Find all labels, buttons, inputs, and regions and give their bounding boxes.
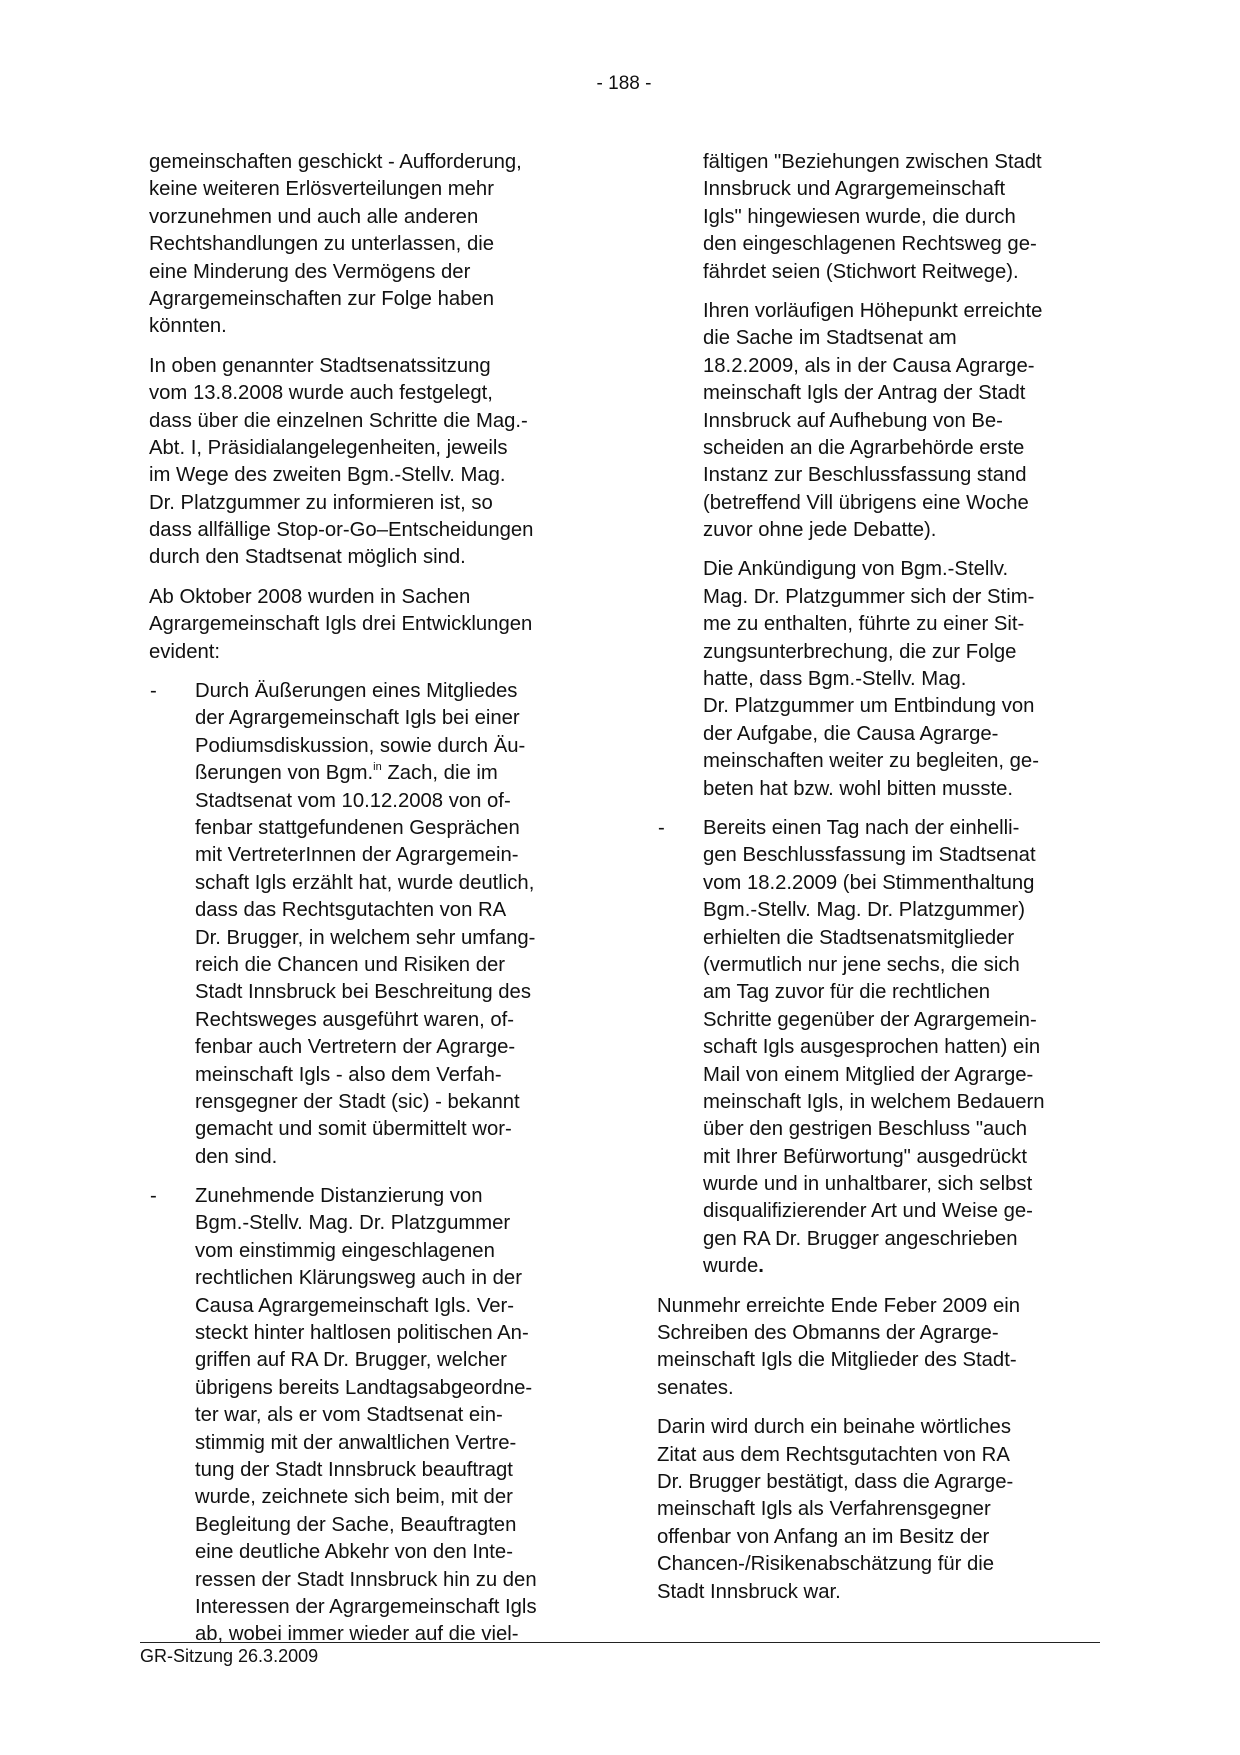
text-line: Die Ankündigung von Bgm.-Stellv. <box>703 558 1009 581</box>
text-line: der Agrargemeinschaft Igls bei einer <box>195 707 520 730</box>
text-line: evident: <box>149 640 221 663</box>
text-line: die Sache im Stadtsenat am <box>703 327 957 350</box>
page-number: - 188 - <box>596 73 652 94</box>
text-line: Igls" hingewiesen wurde, die durch <box>703 205 1016 228</box>
text-line: Abt. I, Präsidialangelegenheiten, jeweils <box>149 436 508 459</box>
text-line: Schritte gegenüber der Agrargemein- <box>703 1008 1037 1031</box>
text-line: rensgegner der Stadt (sic) - bekannt <box>195 1090 520 1113</box>
line-text: Zach, die im <box>381 762 498 785</box>
text-line: rechtlichen Klärungsweg auch in der <box>195 1267 522 1290</box>
text-line: hatte, dass Bgm.-Stellv. Mag. <box>703 668 967 691</box>
text-line: Rechtsweges ausgeführt waren, of- <box>195 1008 515 1031</box>
text-line: disqualifizierender Art und Weise ge- <box>703 1200 1033 1223</box>
text-line: tung der Stadt Innsbruck beauftragt <box>195 1458 513 1481</box>
text-line: Bgm.-Stellv. Mag. Dr. Platzgummer <box>195 1212 511 1235</box>
text-line: griffen auf RA Dr. Brugger, welcher <box>195 1349 507 1372</box>
text-line: Durch Äußerungen eines Mitgliedes <box>195 680 518 703</box>
text-line: Rechtshandlungen zu unterlassen, die <box>149 233 495 256</box>
text-line: zuvor ohne jede Debatte). <box>703 519 937 542</box>
bullet-item <box>657 815 1117 1281</box>
text-line: fältigen "Beziehungen zwischen Stadt <box>703 151 1042 173</box>
text-line: wurde und in unhaltbarer, sich selbst <box>703 1173 1033 1196</box>
text-line: schaft Igls ausgesprochen hatten) ein <box>703 1036 1041 1059</box>
text-line: über den gestrigen Beschluss "auch <box>703 1118 1028 1141</box>
text-line: ab, wobei immer wieder auf die viel- <box>195 1623 519 1646</box>
text-line: keine weiteren Erlösverteilungen mehr <box>149 178 494 201</box>
text-line: 18.2.2009, als in der Causa Agrarge- <box>703 354 1035 377</box>
text-line: Dr. Platzgummer um Entbindung von <box>703 695 1035 718</box>
text-line: Interessen der Agrargemeinschaft Igls <box>195 1595 537 1618</box>
text-line: vom 13.8.2008 wurde auch festgelegt, <box>149 382 493 405</box>
text-line: Innsbruck auf Aufhebung von Be- <box>703 409 1003 432</box>
text-line: meinschaft Igls, in welchem Bedauern <box>703 1090 1045 1113</box>
text-line: erhielten die Stadtsenatsmitglieder <box>703 926 1015 949</box>
text-line: gen RA Dr. Brugger angeschrieben <box>703 1227 1018 1250</box>
text-line: dass allfällige Stop-or-Go–Entscheidungen <box>149 519 534 542</box>
text-line: Begleitung der Sache, Beauftragten <box>195 1513 517 1536</box>
right-column <box>657 149 1117 1618</box>
text-line: Zunehmende Distanzierung von <box>195 1185 483 1208</box>
text-line: senates. <box>657 1376 734 1399</box>
text-line: Zitat aus dem Rechtsgutachten von RA <box>657 1443 1010 1466</box>
text-line: wurde, zeichnete sich beim, mit der <box>195 1486 513 1509</box>
text-line: Stadt Innsbruck war. <box>657 1580 841 1603</box>
text-line: Ihren vorläufigen Höhepunkt erreichte <box>703 299 1043 322</box>
text-line: Chancen-/Risikenabschätzung für die <box>657 1553 995 1576</box>
paragraph <box>657 1293 1117 1403</box>
text-line: am Tag zuvor für die rechtlichen <box>703 981 991 1004</box>
text-line: meinschaft Igls der Antrag der Stadt <box>703 382 1026 405</box>
text-line: eine deutliche Abkehr von den Inte- <box>195 1541 513 1564</box>
text-line: Ab Oktober 2008 wurden in Sachen <box>149 585 471 608</box>
text-line: im Wege des zweiten Bgm.-Stellv. Mag. <box>149 464 506 487</box>
text-line: fenbar auch Vertretern der Agrarge- <box>195 1036 516 1059</box>
paragraph <box>149 584 599 666</box>
text-line: Bereits einen Tag nach der einhelli- <box>703 816 1020 839</box>
paragraph <box>657 1414 1117 1606</box>
text-line: Stadtsenat vom 10.12.2008 von of- <box>195 789 511 812</box>
text-line: offenbar von Anfang an im Besitz der <box>657 1525 990 1548</box>
text-line: Dr. Brugger, in welchem sehr umfang- <box>195 926 536 949</box>
text-line: Mail von einem Mitglied der Agrarge- <box>703 1063 1034 1086</box>
text-line: fenbar stattgefundenen Gesprächen <box>195 816 520 839</box>
bold-period: . <box>758 1255 764 1278</box>
paragraph <box>657 298 1117 545</box>
text-line: dass über die einzelnen Schritte die Mag.- <box>149 409 528 432</box>
text-line: könnten. <box>149 315 227 338</box>
text-line: gemeinschaften geschickt - Aufforderung, <box>149 151 522 173</box>
bullet-dash: - <box>150 1185 157 1208</box>
text-line: fährdet seien (Stichwort Reitwege). <box>703 260 1019 283</box>
text-line: dass das Rechtsgutachten von RA <box>195 899 507 922</box>
text-line: mit Ihrer Befürwortung" ausgedrückt <box>703 1145 1027 1168</box>
text-line: meinschaften weiter zu begleiten, ge- <box>703 750 1039 773</box>
text-line: stimmig mit der anwaltlichen Vertre- <box>195 1431 517 1454</box>
text-line: me zu enthalten, führte zu einer Sit- <box>703 613 1025 636</box>
text-line: ter war, als er vom Stadtsenat ein- <box>195 1404 503 1427</box>
text-line: scheiden an die Agrarbehörde erste <box>703 436 1025 459</box>
text-line: gen Beschlussfassung im Stadtsenat <box>703 844 1036 867</box>
text-line: Podiumsdiskussion, sowie durch Äu- <box>195 734 526 757</box>
text-line: (vermutlich nur jene sechs, die sich <box>703 953 1020 976</box>
text-line: Stadt Innsbruck bei Beschreitung des <box>195 981 531 1004</box>
line-text: ßerungen von Bgm. <box>195 762 374 785</box>
paragraph <box>657 556 1117 803</box>
text-line: vom einstimmig eingeschlagenen <box>195 1239 495 1262</box>
paragraph <box>657 149 1117 286</box>
bullet-dash: - <box>150 680 157 703</box>
text-line: der Aufgabe, die Causa Agrarge- <box>703 722 999 745</box>
text-line <box>195 760 599 787</box>
text-line: Darin wird durch ein beinahe wörtliches <box>657 1416 1011 1439</box>
text-line: vorzunehmen und auch alle anderen <box>149 205 479 228</box>
text-line: den eingeschlagenen Rechtsweg ge- <box>703 233 1037 256</box>
text-line: Innsbruck und Agrargemeinschaft <box>703 178 1006 201</box>
text-line: Agrargemeinschaften zur Folge haben <box>149 287 494 310</box>
text-line: (betreffend Vill übrigens eine Woche <box>703 491 1029 514</box>
text-line: beten hat bzw. wohl bitten musste. <box>703 777 1014 800</box>
text-line: ressen der Stadt Innsbruck hin zu den <box>195 1568 537 1591</box>
footer-divider <box>140 1642 1100 1643</box>
bullet-item <box>149 678 599 1171</box>
text-line: Mag. Dr. Platzgummer sich der Stim- <box>703 585 1035 608</box>
text-line: Dr. Platzgummer zu informieren ist, so <box>149 491 493 514</box>
text-line: Nunmehr erreichte Ende Feber 2009 ein <box>657 1294 1021 1317</box>
text-line: den sind. <box>195 1145 278 1168</box>
text-line: eine Minderung des Vermögens der <box>149 260 471 283</box>
text-line: reich die Chancen und Risiken der <box>195 953 506 976</box>
text-line: gemacht und somit übermittelt wor- <box>195 1118 512 1141</box>
paragraph <box>149 149 599 341</box>
text-line: schaft Igls erzählt hat, wurde deutlich, <box>195 871 535 894</box>
bullet-item <box>149 1183 599 1649</box>
text-line: Agrargemeinschaft Igls drei Entwicklungen <box>149 613 533 636</box>
text-line: zungsunterbrechung, die zur Folge <box>703 640 1017 663</box>
text-line: meinschaft Igls als Verfahrensgegner <box>657 1498 991 1521</box>
text-line: Bgm.-Stellv. Mag. Dr. Platzgummer) <box>703 899 1025 922</box>
text-line: durch den Stadtsenat möglich sind. <box>149 546 466 569</box>
superscript: in <box>373 761 382 774</box>
text-line: Schreiben des Obmanns der Agrarge- <box>657 1322 999 1345</box>
text-line: meinschaft Igls die Mitglieder des Stadt- <box>657 1349 1017 1372</box>
bullet-dash: - <box>658 816 665 839</box>
text-line: übrigens bereits Landtagsabgeordne- <box>195 1376 533 1399</box>
text-line <box>703 1253 1117 1280</box>
footer-text: GR-Sitzung 26.3.2009 <box>140 1646 319 1666</box>
text-line: steckt hinter haltlosen politischen An- <box>195 1322 529 1345</box>
text-line: Dr. Brugger bestätigt, dass die Agrarge- <box>657 1470 1014 1493</box>
text-line: vom 18.2.2009 (bei Stimmenthaltung <box>703 871 1035 894</box>
text-line: meinschaft Igls - also dem Verfah- <box>195 1063 502 1086</box>
paragraph <box>149 353 599 572</box>
text-line: mit VertreterInnen der Agrargemein- <box>195 844 519 867</box>
text-line: In oben genannter Stadtsenatssitzung <box>149 354 491 377</box>
line-text: wurde <box>703 1255 759 1278</box>
text-line: Instanz zur Beschlussfassung stand <box>703 464 1027 487</box>
left-column <box>149 149 599 1661</box>
text-line: Causa Agrargemeinschaft Igls. Ver- <box>195 1294 515 1317</box>
